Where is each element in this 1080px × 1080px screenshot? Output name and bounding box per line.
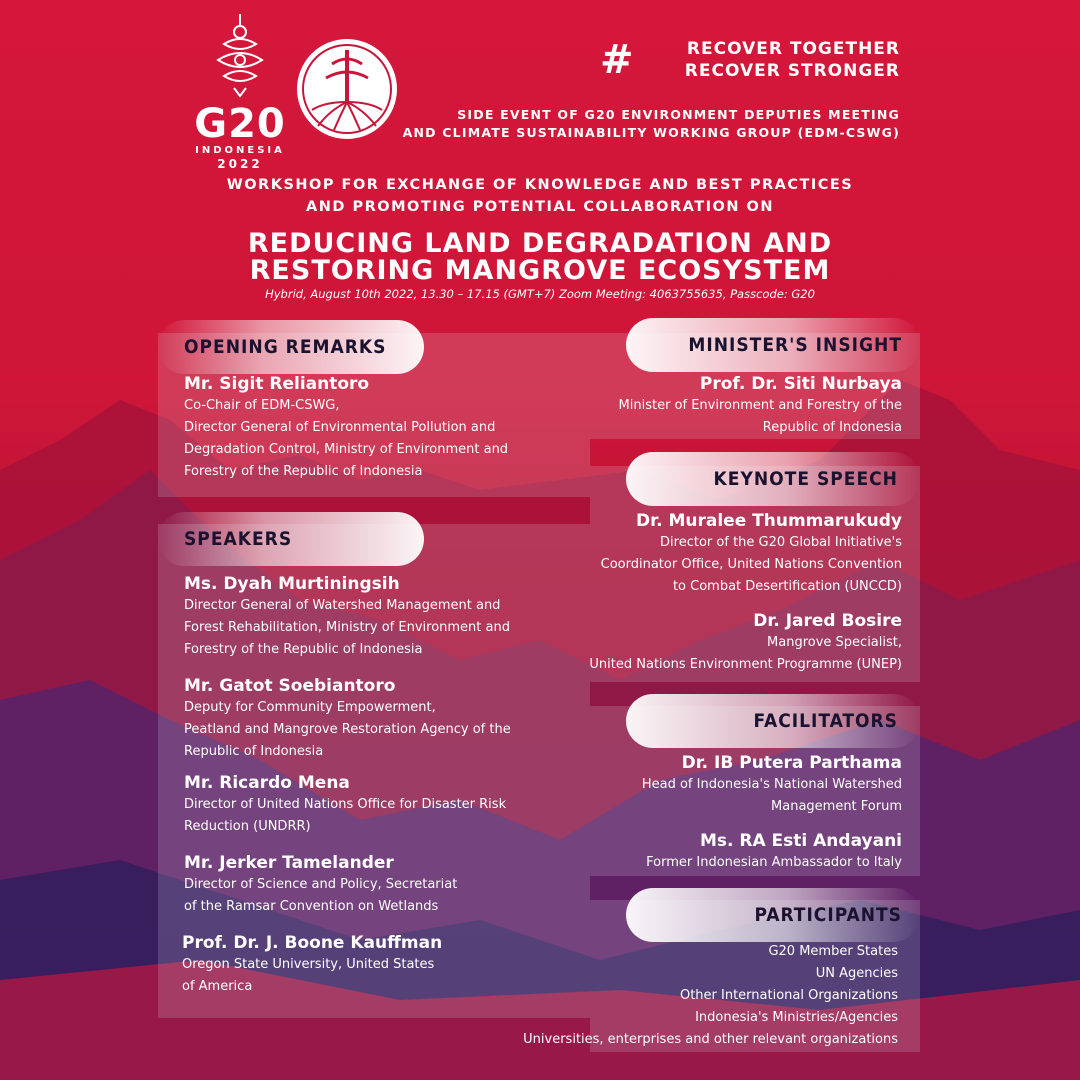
speaker-name: Ms. Dyah Murtiningsih — [184, 574, 400, 594]
speaker-role-line: Forest Rehabilitation, Ministry of Environment and — [184, 620, 510, 635]
facilitators-heading: FACILITATORS — [626, 694, 920, 748]
speaker-role-line: Management Forum — [771, 799, 902, 814]
speaker-role-line: Oregon State University, United States — [182, 957, 435, 972]
speaker-name: Prof. Dr. Siti Nurbaya — [699, 374, 902, 394]
keynote-speech-heading: KEYNOTE SPEECH — [626, 452, 920, 506]
tagline-line1: RECOVER TOGETHER — [686, 39, 900, 59]
speaker-role-line: to Combat Desertification (UNCCD) — [672, 579, 902, 594]
g20-wordmark: G20 — [194, 101, 286, 147]
title-line1: REDUCING LAND DEGRADATION AND — [247, 228, 833, 259]
speakers-heading: SPEAKERS — [158, 512, 424, 566]
facilitator — [560, 830, 902, 874]
speaker-name: Mr. Sigit Reliantoro — [184, 374, 370, 394]
hashtag-icon: # — [600, 37, 634, 83]
batik-emblem-icon — [210, 10, 270, 98]
speaker-role-line: Reduction (UNDRR) — [184, 819, 311, 834]
speaker-role-line: United Nations Environment Programme (UNEP) — [589, 657, 902, 672]
speaker-name: Mr. Gatot Soebiantoro — [184, 676, 396, 696]
speaker-name: Mr. Jerker Tamelander — [184, 853, 394, 873]
workshop-line1: WORKSHOP FOR EXCHANGE OF KNOWLEDGE AND BEST PRACTICES — [226, 177, 854, 193]
participants-heading: PARTICIPANTS — [626, 888, 920, 942]
speaker-role-line: Republic of Indonesia — [184, 744, 324, 759]
minister-speaker — [560, 373, 902, 439]
workshop-line2: AND PROMOTING POTENTIAL COLLABORATION ON — [306, 199, 774, 215]
speaker-role-line: Mangrove Specialist, — [767, 635, 902, 650]
side-event-text — [380, 106, 900, 142]
opening-remarks-heading: OPENING REMARKS — [158, 320, 424, 374]
speaker-name: Dr. IB Putera Parthama — [681, 753, 902, 773]
side-event-line1: SIDE EVENT OF G20 ENVIRONMENT DEPUTIES MEETING — [457, 107, 900, 122]
speaker-role-line: Degradation Control, Ministry of Environment and — [184, 442, 509, 457]
keynote-speaker — [520, 610, 902, 676]
speaker-name: Mr. Ricardo Mena — [184, 773, 350, 793]
speaker-role-line: Director of United Nations Office for Disaster Risk — [184, 797, 507, 812]
g20-logo — [190, 10, 290, 171]
speaker-role-line: Director General of Environmental Pollution and — [184, 420, 496, 435]
speaker — [184, 772, 584, 838]
speaker — [184, 852, 584, 918]
speaker-name: Dr. Jared Bosire — [753, 611, 902, 631]
keynote-speaker — [520, 510, 902, 598]
speaker-name: Dr. Muralee Thummarukudy — [636, 511, 902, 531]
participant-item: UN Agencies — [815, 966, 898, 981]
speaker-role-line: Forestry of the Republic of Indonesia — [184, 464, 423, 479]
speaker-role-line: Director General of Watershed Management and — [184, 598, 501, 613]
speaker-role-line: Head of Indonesia's National Watershed — [641, 777, 902, 792]
g20-country: INDONESIA — [195, 145, 285, 156]
opening-speaker — [184, 373, 584, 483]
title-line2: RESTORING MANGROVE ECOSYSTEM — [249, 255, 831, 286]
g20-year: 2022 — [217, 157, 263, 171]
speaker — [184, 675, 584, 763]
speaker-role-line: Coordinator Office, United Nations Convention — [600, 557, 902, 572]
participant-item: Universities, enterprises and other relevant organizations — [523, 1032, 898, 1047]
speaker-role-line: Former Indonesian Ambassador to Italy — [646, 855, 902, 870]
speaker-role-line: Director of Science and Policy, Secretariat — [184, 877, 458, 892]
speaker-role-line: Director of the G20 Global Initiative's — [660, 535, 902, 550]
tagline — [600, 38, 900, 82]
tagline-line2: RECOVER STRONGER — [684, 61, 900, 81]
facilitator — [560, 752, 902, 818]
speaker-role-line: of America — [182, 979, 253, 994]
speaker-role-line: Republic of Indonesia — [762, 420, 902, 435]
speaker-role-line: Deputy for Community Empowerment, — [184, 700, 436, 715]
speaker-role-line: Co-Chair of EDM-CSWG, — [184, 398, 340, 413]
speaker-name: Ms. RA Esti Andayani — [699, 831, 902, 851]
participant-item: Other International Organizations — [679, 988, 898, 1003]
event-title — [0, 230, 1080, 284]
speaker-name: Prof. Dr. J. Boone Kauffman — [182, 933, 443, 953]
event-info: Hybrid, August 10th 2022, 13.30 – 17.15 (GMT+7) Zoom Meeting: 4063755635, Passcode: G20 — [265, 287, 815, 301]
participants-list — [460, 941, 898, 1051]
workshop-subtitle — [0, 174, 1080, 218]
participant-item: G20 Member States — [768, 944, 898, 959]
participant-item: Indonesia's Ministries/Agencies — [695, 1010, 898, 1025]
speaker-role-line: Forestry of the Republic of Indonesia — [184, 642, 423, 657]
minister-insight-heading: MINISTER'S INSIGHT — [626, 318, 920, 372]
speaker-role-line: Minister of Environment and Forestry of the — [618, 398, 902, 413]
speaker-role-line: of the Ramsar Convention on Wetlands — [184, 899, 439, 914]
speaker-role-line: Peatland and Mangrove Restoration Agency of the — [184, 722, 511, 737]
side-event-line2: AND CLIMATE SUSTAINABILITY WORKING GROUP (EDM-CSWG) — [402, 125, 900, 140]
